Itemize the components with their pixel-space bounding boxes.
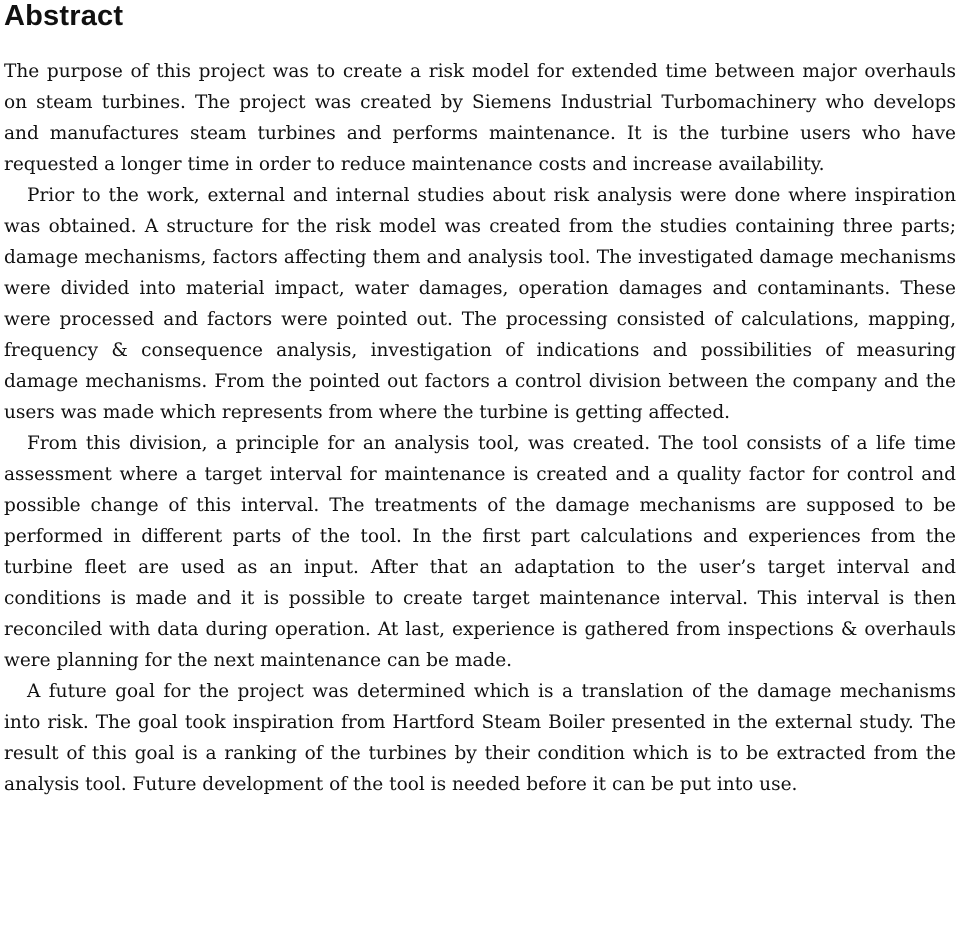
paragraph-1: The purpose of this project was to create a risk model for extended time between major overhauls on steam turbines. The project was created by Siemens Industrial Turbomachinery who develops and manufactures steam turbines and performs maintenance. It is the turbine users who have requested a longer time in order to reduce maintenance costs and increase availability. bbox=[4, 61, 956, 175]
paragraph-4: A future goal for the project was determined which is a translation of the damage mechanisms into risk. The goal took inspiration from Hartford Steam Boiler presented in the external study. The result of this goal is a ranking of the turbines by their condition which is to be extracted from the analysis tool. Future development of the tool is needed before it can be put into use. bbox=[4, 681, 956, 795]
paragraph-3: From this division, a principle for an analysis tool, was created. The tool consists of a life time assessment where a target interval for maintenance is created and a quality factor for control and possible change of this interval. The treatments of the damage mechanisms are supposed to be performed in different parts of the tool. In the first part calculations and experiences from the turbine fleet are used as an input. After that an adaptation to the user’s target interval and conditions is made and it is possible to create target maintenance interval. This interval is then reconciled with data during operation. At last, experience is gathered from inspections & overhauls were planning for the next maintenance can be made. bbox=[4, 433, 956, 671]
section-title: Abstract bbox=[4, 0, 124, 32]
paragraph-2: Prior to the work, external and internal studies about risk analysis were done where inspiration was obtained. A structure for the risk model was created from the studies containing three parts; damage mechanisms, factors affecting them and analysis tool. The investigated damage mechanisms were divided into material impact, water damages, operation damages and contaminants. These were processed and factors were pointed out. The processing consisted of calculations, mapping, frequency & consequence analysis, investigation of indications and possibilities of measuring damage mechanisms. From the pointed out factors a control division between the company and the users was made which represents from where the turbine is getting affected. bbox=[4, 185, 956, 423]
abstract-body bbox=[4, 56, 956, 800]
